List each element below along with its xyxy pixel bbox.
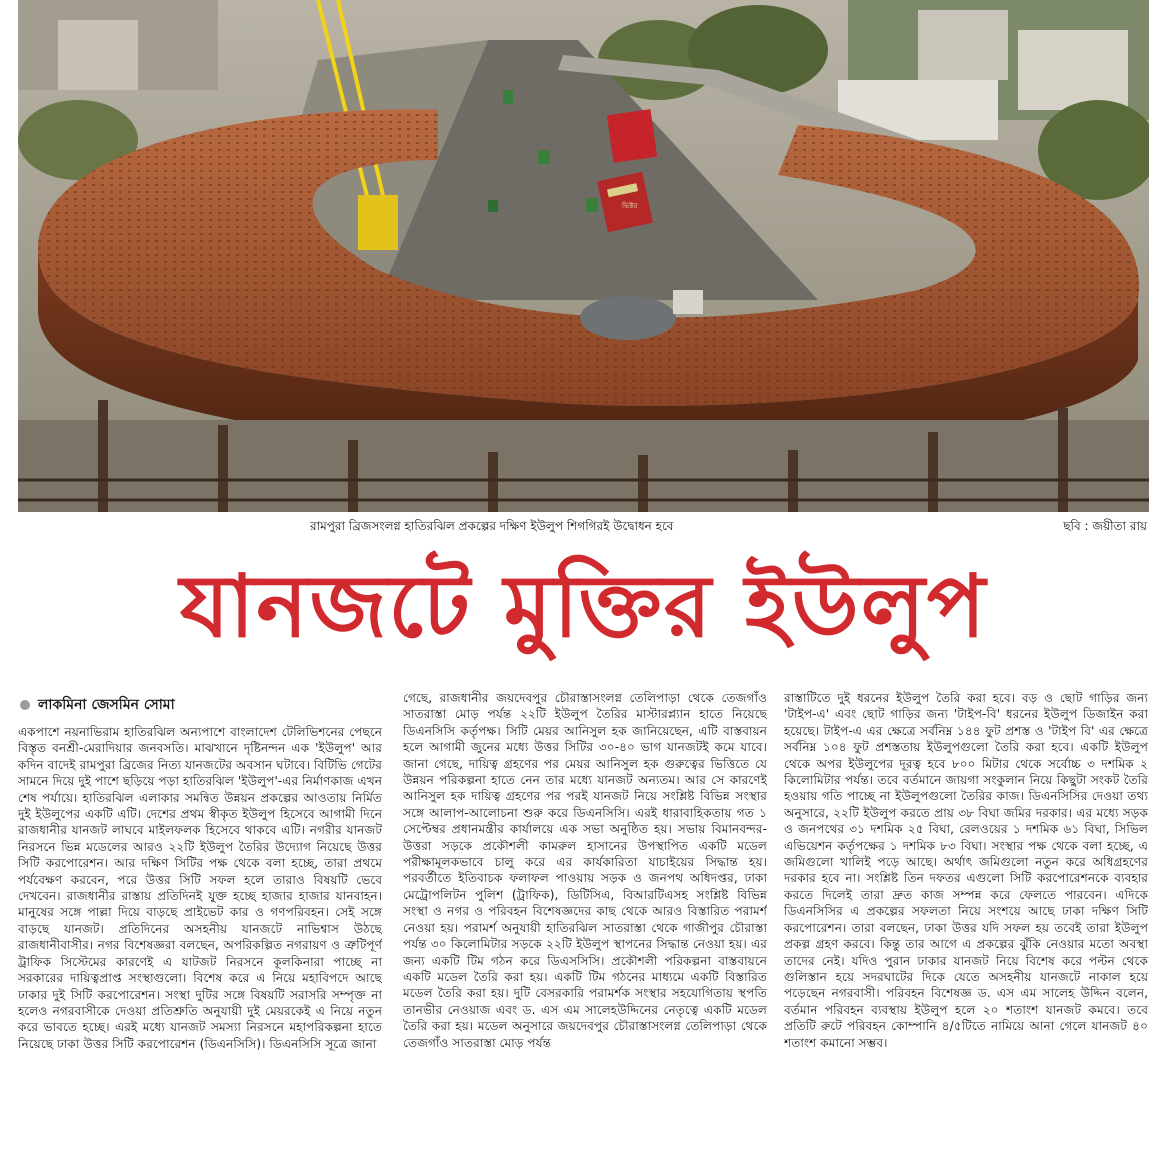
column-text-3: রাস্তাটিতে দুই ধরনের ইউলুপ তৈরি করা হবে। বড় ও ছোট গাড়ির জন্য 'টাইপ-এ' এবং ছোট গাড়ির জন্য 'টাইপ-বি' ধরনের ইউলুপ ডিজাইন করা হয়েছে। টাইপ-এ এর ক্ষেত্রে সর্বনিম্ন ১৪৪ ফুট প্রশস্ত ও 'টাইপ বি' এর ক্ষেত্রে সর্বনিম্ন ১০৪ ফুট প্রশস্ততায় ইউলুপগুলো তৈরি করা হবে। একটি ইউলুপ থেকে অপর ইউলুপের দূরত্ব হবে ৮০০ মিটার থেকে সর্বোচ্চ ৩ দশমিক ২ কিলোমিটার পর্যন্ত। তবে বর্তমানে জায়গা সংকুলান নিয়ে কিছুটা সংকট তৈরি হওয়ায় গতি পাচ্ছে না ইউলুপগুলো তৈরির কাজ। ডিএনসিসির দেওয়া তথ্য অনুসারে, ২২টি ইউলুপ করতে প্রায় ৩৮ বিঘা জমির দরকার। এর মধ্যে সড়ক ও জনপথের ৩১ দশমিক ২৫ বিঘা, রেলওয়ের ১ দশমিক ৬১ বিঘা, সিভিল এভিয়েশন কর্তৃপক্ষের ১ দশমিক ৮৩ বিঘা। সংস্থার পক্ষ থেকে বলা হচ্ছে, এ জমিগুলো খালিই পড়ে আছে। অর্থাৎ জমিগুলো নতুন করে অধিগ্রহণের দরকার হবে না। সংশ্লিষ্ট তিন দফতর এগুলো সিটি করপোরেশনকে ব্যবহার করতে দিলেই তারা দ্রুত কাজ সম্পন্ন করে ফেলতে পারবেন। এদিকে ডিএনসিসির এ প্রকল্পের সফলতা নিয়ে সংশয়ে আছে ঢাকা দক্ষিণ সিটি করপোরেশন। তারা বলছেন, ঢাকা উত্তর যদি সফল হয় তবেই তারা ইউলুপ প্রকল্প গ্রহণ করবে। কিন্তু তার আগে এ প্রকল্পের ঝুঁকি নেওয়ার মতো অবস্থা তাদের নেই। যদিও পুরান ঢাকার যানজট নিয়ে বিশেষ করে পল্টন থেকে গুলিস্তান হয়ে সদরঘাটের দিকে যেতে অসহনীয় যানজটে নাকাল হয়ে পড়েছেন নগরবাসী। পরিবহন বিশেষজ্ঞ ড. এস এম সালেহ উদ্দিন বলেন, বর্তমান পরিবহন ব্যবস্থায় ইউলুপ হলে ২০ শতাংশ যানজট কমবে। তবে প্রতিটি রুটে পরিবহন কোম্পানি ৪/৫টিতে নামিয়ে আনা গেলে যানজট ৪০ শতাংশ কমানো সম্ভব। [784, 691, 1148, 1050]
news-photo [18, 0, 1149, 512]
byline-author: লাকমিনা জেসমিন সোমা [38, 697, 175, 713]
column-text-1: একপাশে নয়নাভিরাম হাতিরঝিল অন্যপাশে বাংলাদেশ টেলিভিশনের পেছনে বিস্তৃত বনশ্রী-মেরাদিয়ার জনবসতি। মাঝখানে দৃষ্টিনন্দন এক 'ইউলুপ' আর কদিন বাদেই রামপুরা ব্রিজের নিত্য যানজটের অবসান ঘটাবে। বিটিভি গেটের সামনে দিয়ে দুই পাশে ছড়িয়ে পড়া হাতিরঝিল 'ইউলুপ'-এর নির্মাণকাজ এখন শেষ পর্যায়ে। হাতিরঝিল এলাকার সমন্বিত উন্নয়ন প্রকল্পের আওতায় নির্মিত দুই ইউলুপের একটি এটি। দেশের প্রথম স্বীকৃত ইউলুপ হিসেবে আগামী দিনে রাজধানীর যানজট লাঘবে মাইলফলক হিসেবে থাকবে এটি। নগরীর যানজট নিরসনে ভিন্ন মডেলের আরও ২২টি ইউলুপ তৈরির উদ্যোগ নিয়েছে উত্তর সিটি করপোরেশন। আর দক্ষিণ সিটির পক্ষ থেকে বলা হচ্ছে, তারা প্রথমে পর্যবেক্ষণ করবেন, পরে উত্তর সিটি সফল হলে তারাও বিষয়টি ভেবে দেখবেন। রাজধানীর রাস্তায় প্রতিদিনই যুক্ত হচ্ছে হাজার হাজার যানবাহন। মানুষের সঙ্গে পাল্লা দিয়ে বাড়ছে প্রাইভেট কার ও গণপরিবহন। সেই সঙ্গে বাড়ছে যানজট। প্রতিদিনের অসহনীয় যানজটে নাভিশ্বাস উঠছে রাজধানীবাসীর। নগর বিশেষজ্ঞরা বলছেন, অপরিকল্পিত নগরায়ণ ও ত্রুটিপূর্ণ ট্রাফিক সিস্টেমের কারণেই এ যাটজট নিরসনে কূলকিনারা পাচ্ছে না সরকারের দায়িত্বপ্রাপ্ত সংস্থাগুলো। বিশেষ করে এ নিয়ে মহাবিপদে আছে ঢাকার দুই সিটি করপোরেশন। সংস্থা দুটির সঙ্গে বিষয়টি সরাসরি সম্পৃক্ত না হলেও নগরবাসীকে দেওয়া প্রতিশ্রুতি অনুযায়ী দুই মেয়রকেই এ নিয়ে নতুন করে ভাবতে হচ্ছে। এরই মধ্যে যানজট সমস্যা নিরসনে মহাপরিকল্পনা হাতে নিয়েছে ঢাকা উত্তর সিটি করপোরেশন (ডিএনসিসি)। ডিএনসিসি সূত্রে জানা [18, 725, 382, 1051]
photo-caption-row [18, 516, 1149, 538]
photo-credit: ছবি : জয়ীতা রায় [1063, 519, 1147, 533]
column-text-2: গেছে, রাজধানীর জয়দেবপুর চৌরাস্তাসংলগ্ন তেলিপাড়া থেকে তেজগাঁও সাতরাস্তা মোড় পর্যন্ত ২২টি ইউলুপ তৈরির মাস্টারপ্ল্যান হাতে নিয়েছে ডিএনসিসি কর্তৃপক্ষ। সিটি মেয়র আনিসুল হক জানিয়েছেন, এটি বাস্তবায়ন হলে আগামী জুনের মধ্যে উত্তর সিটির ৩০-৪০ ভাগ যানজটই কমে যাবে। জানা গেছে, দায়িত্ব গ্রহণের পর মেয়র আনিসুল হক গুরুত্বের ভিত্তিতে যে উন্নয়ন পরিকল্পনা হাতে নেন তার মধ্যে যানজট অন্যতম। আর সে কারণেই আনিসুল হক দায়িত্ব গ্রহণের পর পরই যানজট নিয়ে সংশ্লিষ্ট বিভিন্ন সংস্থার সঙ্গে আলাপ-আলোচনা শুরু করে ডিএনসিসি। এরই ধারাবাহিকতায় গত ১ সেপ্টেম্বর প্রধানমন্ত্রীর কার্যালয়ে এক সভা অনুষ্ঠিত হয়। সভায় বিমানবন্দর-উত্তরা সড়কে প্রকৌশলী কামরুল হাসানের উপস্থাপিত একটি মডেল পরীক্ষামূলকভাবে চালু করে এর কার্যকারিতা যাচাইয়ের সিদ্ধান্ত হয়। পরবর্তীতে ইতিবাচক ফলাফল পাওয়ায় সড়ক ও জনপথ অধিদপ্তর, ঢাকা মেট্রোপলিটন পুলিশ (ট্রাফিক), ডিটিসিএ, বিআরটিএসহ সংশ্লিষ্ট বিভিন্ন সংস্থা ও নগর ও পরিবহন বিশেষজ্ঞদের কাছ থেকে আরও বিস্তারিত পরামর্শ নেওয়া হয়। পরামর্শ অনুযায়ী হাতিরঝিল সাতরাস্তা থেকে গাজীপুর চৌরাস্তা পর্যন্ত ৩০ কিলোমিটার সড়কে ২২টি ইউলুপ স্থাপনের সিদ্ধান্ত নেওয়া হয়। এর জন্য একটি টিম গঠন করে ডিএসসিসি। প্রকৌশলী পরিকল্পনা বাস্তবায়নে একটি মডেল তৈরি করা হয়। একটি টিম গঠনের মাধ্যমে একটি বিস্তারিত মডেল তৈরি করা হয়। দুটি বেসরকারি পরামর্শক সংস্থার সহযোগিতায় স্থপতি তানভীর নেওয়াজ এবং ড. এস এম সালেহউদ্দিনের নেতৃত্বে একটি মডেল তৈরি করা হয়। মডেল অনুসারে জয়দেবপুর চৌরাস্তাসংলগ্ন তেলিপাড়া থেকে তেজগাঁও সাতরাস্তা মোড় পর্যন্ত [403, 691, 767, 1050]
bus-sign-text: ভিক্টর [622, 202, 638, 210]
headline: যানজটে মুক্তির ইউলুপ [179, 556, 988, 657]
photo-caption: রামপুরা ব্রিজসংলগ্ন হাতিরঝিল প্রকল্পের দক্ষিণ ইউলুপ শিগগিরই উদ্বোধন হবে [310, 519, 674, 533]
article-column-2 [403, 690, 767, 1176]
byline [18, 696, 382, 714]
bullet-icon [20, 700, 30, 710]
article-column-1 [18, 690, 382, 1176]
article-body [18, 690, 1149, 1176]
article-column-3 [784, 690, 1148, 1176]
u-loop-construction-image [18, 0, 1149, 512]
